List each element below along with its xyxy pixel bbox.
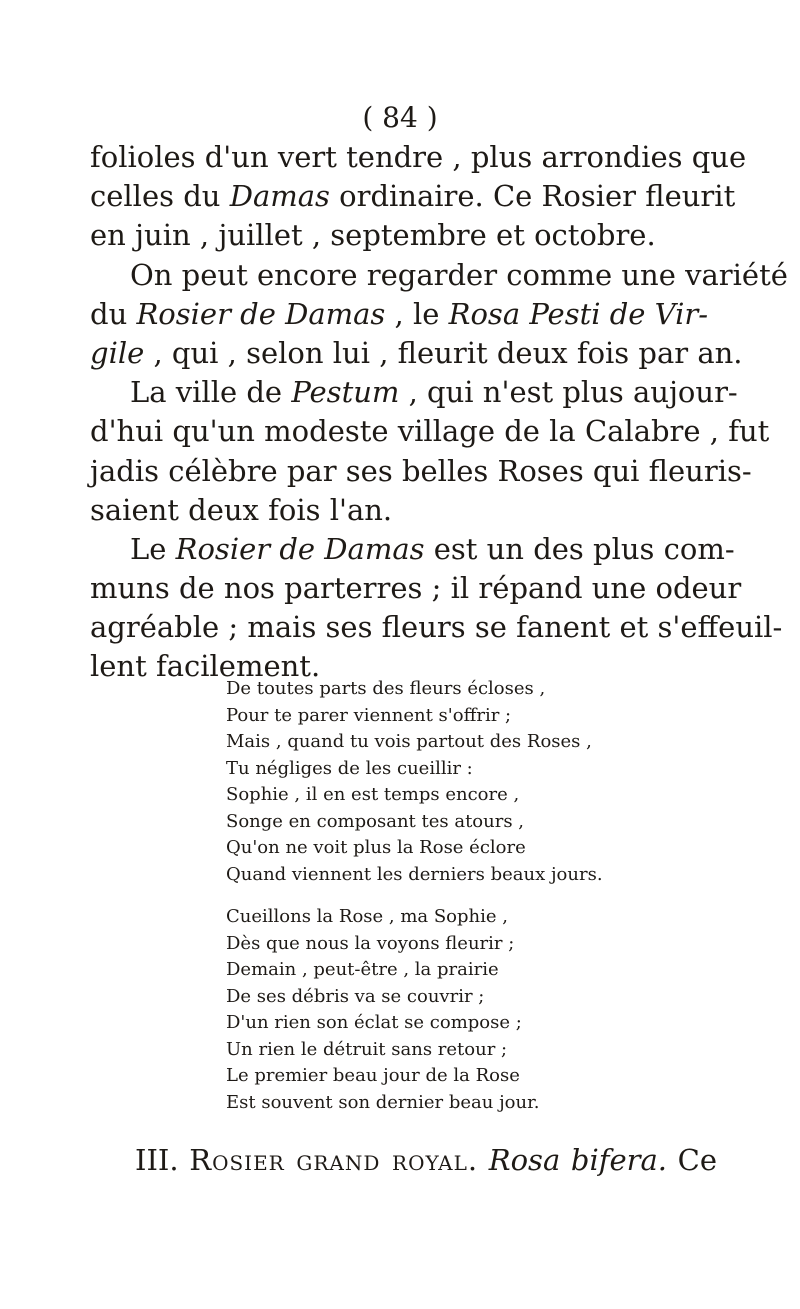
paragraph-2-line-1: On peut encore regarder comme une variété [130,257,788,292]
paragraph-4-line-2: muns de nos parterres ; il répand une odeur [90,571,742,606]
paragraph-1-line-1: folioles d'un vert tendre , plus arrondies que [90,140,747,174]
verse-line: Est souvent son dernier beau jour. [226,1091,540,1113]
paragraph-3-line-1: La ville de Pestum , qui n'est plus aujour- [130,375,738,410]
italic-term: Pestum [291,375,400,410]
verse-line: Qu'on ne voit plus la Rose éclore [226,837,526,858]
verse-line: Tu négliges de les cueillir : [226,757,473,779]
paragraph-4-line-3: agréable ; mais ses fleurs se fanent et s'effeuil- [90,610,783,645]
verse-line: D'un rien son éclat se compose ; [226,1012,522,1033]
paragraph-3-line-2: d'hui qu'un modeste village de la Calabre , fut [90,414,770,449]
poem-stanza-2 [226,904,646,1116]
verse-line: Un rien le détruit sans retour ; [226,1038,508,1060]
paragraph-3-line-3: jadis célèbre par ses belles Roses qui fleuris- [90,453,752,488]
verse-line: Quand viennent les derniers beaux jours. [226,863,603,885]
paragraph-3-line-4: saient deux fois l'an. [90,492,393,527]
italic-term: Rosier de Damas [175,531,425,566]
paragraph-1-line-2: celles du Damas ordinaire. Ce Rosier fleurit [90,179,736,214]
italic-term: Rosa Pesti de Vir- [448,296,709,331]
verse-line: Le premier beau jour de la Rose [226,1065,520,1086]
paragraph-4-line-1: Le Rosier de Damas est un des plus com- [130,531,735,566]
verse-line: Demain , peut-être , la prairie [226,959,499,980]
body-text [90,138,788,687]
section-heading [135,1140,717,1180]
verse-line: Dès que nous la voyons fleurir ; [226,932,515,954]
section-number: III. [135,1143,179,1177]
italic-term: gile [90,335,145,370]
italic-term: Damas [229,179,330,214]
verse-line: Cueillons la Rose , ma Sophie , [226,906,508,927]
verse-line: Pour te parer viennent s'offrir ; [226,704,512,726]
poem-stanza-1 [226,676,646,888]
paragraph-4-line-4: lent facilement. [90,649,321,684]
italic-term: Rosier de Damas [136,296,386,331]
verse-line: Mais , quand tu vois partout des Roses , [226,731,592,752]
verse-line: Sophie , il en est temps encore , [226,784,520,805]
latin-name: Rosa bifera. [488,1143,667,1177]
page-number: ( 84 ) [362,101,438,134]
paragraph-2-line-2: du Rosier de Damas , le Rosa Pesti de Vir- [90,296,709,331]
paragraph-1-line-3: en juin , juillet , septembre et octobre. [90,218,656,253]
verse-line: De toutes parts des fleurs écloses , [226,678,546,699]
catchword: Ce [677,1143,718,1177]
verse-line: De ses débris va se couvrir ; [226,985,485,1007]
paragraph-2-line-3: gile , qui , selon lui , fleurit deux fois par an. [90,335,743,370]
section-title: Rosier grand royal. [189,1143,479,1177]
verse-line: Songe en composant tes atours , [226,810,525,832]
